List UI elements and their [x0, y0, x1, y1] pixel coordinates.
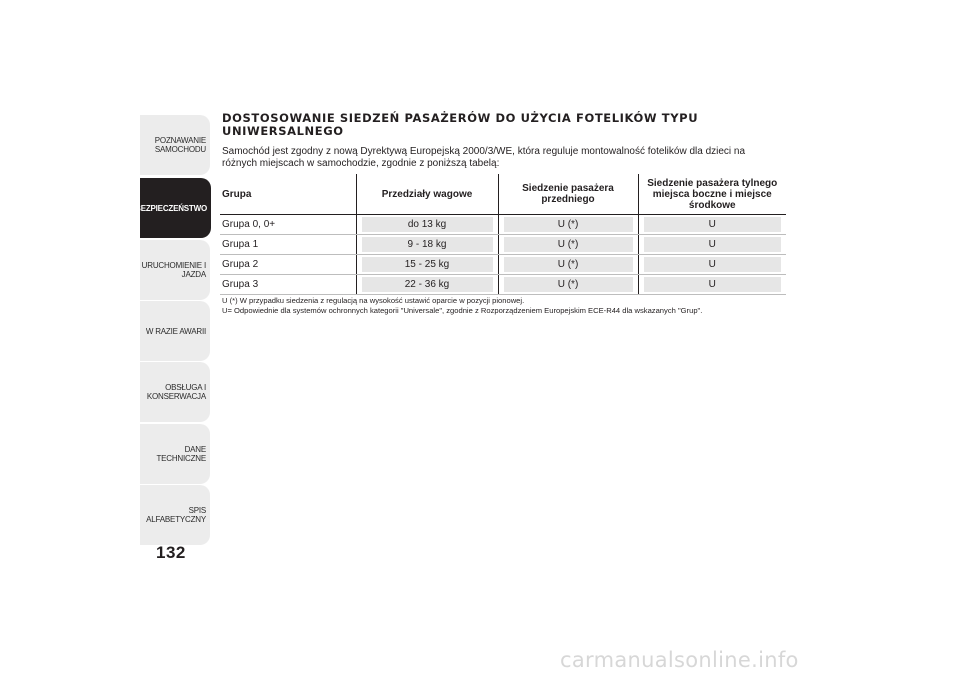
rear-seat-cell: U	[644, 277, 782, 292]
page-number: 132	[156, 543, 186, 562]
tab-label: URUCHOMIENIE I JAZDA	[141, 261, 206, 279]
rear-seat-cell: U	[644, 257, 782, 272]
seat-compatibility-table	[220, 174, 786, 295]
table-row	[220, 235, 786, 255]
front-seat-cell: U (*)	[504, 217, 633, 232]
section-title: DOSTOSOWANIE SIEDZEŃ PASAŻERÓW DO UŻYCIA FOTELIKÓW TYPU UNIWERSALNEGO	[222, 111, 699, 138]
watermark: carmanualsonline.info	[560, 648, 799, 672]
tab-label: SPIS ALFABETYCZNY	[146, 506, 206, 524]
table-row	[220, 275, 786, 295]
weight-cell: do 13 kg	[362, 217, 493, 232]
table-header-row	[220, 174, 786, 215]
column-header-group: Grupa	[220, 174, 356, 215]
rear-seat-cell: U	[644, 237, 782, 252]
tab-spis-alfabetyczny[interactable]	[140, 485, 210, 545]
weight-cell: 22 - 36 kg	[362, 277, 493, 292]
tab-label: BEZPIECZEŃSTWO	[135, 203, 207, 213]
tab-uruchomienie-i-jazda[interactable]	[140, 240, 210, 300]
group-cell: Grupa 1	[220, 235, 356, 255]
group-cell: Grupa 3	[220, 275, 356, 295]
front-seat-cell: U (*)	[504, 237, 633, 252]
table-row	[220, 215, 786, 235]
tab-dane-techniczne[interactable]	[140, 424, 210, 484]
front-seat-cell: U (*)	[504, 257, 633, 272]
rear-seat-cell: U	[644, 217, 782, 232]
tab-obsluga-i-konserwacja[interactable]	[140, 362, 210, 422]
intro-paragraph: Samochód jest zgodny z nową Dyrektywą Europejską 2000/3/WE, która reguluje montowalność fotelików dla dzieci na różnych miejscach w samochodzie, zgodnie z poniższą tabelą:	[222, 146, 746, 169]
column-header-rear-seat: Siedzenie pasażera tylnego miejsca boczne i miejsce środkowe	[638, 174, 786, 215]
note-seat-height: U (*) W przypadku siedzenia z regulacją na wysokość ustawić oparcie w pozycji pionowej.	[222, 296, 525, 305]
weight-cell: 9 - 18 kg	[362, 237, 493, 252]
tab-bezpieczenstwo[interactable]	[135, 178, 211, 238]
tab-label: W RAZIE AWARII	[145, 326, 206, 336]
tab-poznawanie-samochodu[interactable]	[140, 115, 210, 175]
note-universal-category: U= Odpowiednie dla systemów ochronnych kategorii "Universale", zgodnie z Rozporządzeniem Europejskim ECE-R44 dla wskazanych "Grup".	[222, 306, 703, 315]
table-row	[220, 255, 786, 275]
group-cell: Grupa 2	[220, 255, 356, 275]
tab-w-razie-awarii[interactable]	[140, 301, 210, 361]
tab-label: POZNAWANIE SAMOCHODU	[154, 136, 206, 154]
front-seat-cell: U (*)	[504, 277, 633, 292]
table-notes	[222, 296, 822, 316]
column-header-front-seat: Siedzenie pasażera przedniego	[498, 174, 638, 215]
weight-cell: 15 - 25 kg	[362, 257, 493, 272]
group-cell: Grupa 0, 0+	[220, 215, 356, 235]
tab-label: DANE TECHNICZNE	[156, 445, 206, 463]
column-header-weight: Przedziały wagowe	[356, 174, 498, 215]
tab-label: OBSŁUGA I KONSERWACJA	[146, 383, 206, 401]
